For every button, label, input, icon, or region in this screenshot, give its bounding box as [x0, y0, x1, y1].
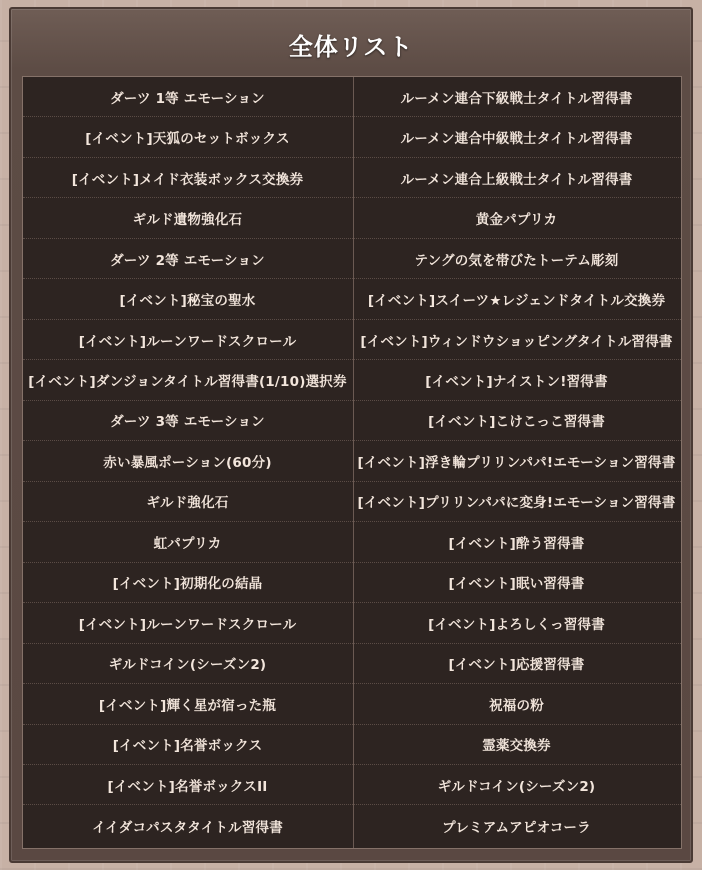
item-name-right: 祝福の粉 — [489, 697, 544, 714]
table-row — [23, 77, 681, 117]
table-row — [23, 401, 681, 441]
item-name-right: プレミアムアピオコーラ — [442, 819, 591, 836]
table-row — [23, 522, 681, 562]
item-name-right: [イベント]ナイストン!習得書 — [425, 374, 608, 391]
table-row — [23, 482, 681, 522]
item-name-left: [イベント]初期化の結晶 — [112, 576, 263, 593]
item-name-right: [イベント]ウィンドウショッピングタイトル習得書 — [360, 333, 673, 350]
item-name-left: [イベント]名誉ボックスII — [107, 778, 268, 795]
table-row — [23, 279, 681, 319]
item-name-right: ルーメン連合上級戦士タイトル習得書 — [400, 171, 633, 188]
item-name-right: [イベント]こけこっこ習得書 — [428, 414, 605, 431]
item-name-right: ルーメン連合下級戦士タイトル習得書 — [400, 90, 633, 107]
table-row — [23, 603, 681, 643]
item-name-left: [イベント]名誉ボックス — [112, 738, 263, 755]
table-row — [23, 644, 681, 684]
item-name-left: ダーツ 2等 エモーション — [110, 252, 265, 269]
panel-title: 全体リスト — [288, 33, 414, 61]
table-row — [23, 805, 681, 845]
item-name-right: [イベント]よろしくっ習得書 — [428, 616, 605, 633]
item-name-right: [イベント]スイーツ★レジェンドタイトル交換券 — [367, 293, 666, 310]
item-name-right: ギルドコイン(シーズン2) — [437, 778, 596, 795]
item-name-left: [イベント]ルーンワードスクロール — [78, 333, 297, 350]
table-row — [23, 725, 681, 765]
table-row — [23, 563, 681, 603]
table-row — [23, 320, 681, 360]
item-name-left: ギルド強化石 — [146, 495, 229, 512]
item-name-right: [イベント]プリリンパパに変身!エモーション習得書 — [357, 495, 676, 512]
item-name-left: ギルドコイン(シーズン2) — [108, 657, 267, 674]
item-name-left: [イベント]輝く星が宿った瓶 — [98, 697, 277, 714]
item-name-left: ダーツ 3等 エモーション — [110, 414, 265, 431]
item-name-right: [イベント]酔う習得書 — [448, 535, 585, 552]
item-name-left: [イベント]天狐のセットボックス — [85, 131, 290, 148]
item-name-right: [イベント]浮き輪プリリンパパ!エモーション習得書 — [357, 454, 676, 471]
item-name-right: テングの気を帯びたトーテム彫刻 — [414, 252, 619, 269]
item-name-left: [イベント]メイド衣装ボックス交換券 — [71, 171, 304, 188]
table-row — [23, 765, 681, 805]
item-name-left: ダーツ 1等 エモーション — [110, 90, 265, 107]
item-name-right: ルーメン連合中級戦士タイトル習得書 — [400, 131, 633, 148]
item-name-left: [イベント]秘宝の聖水 — [119, 293, 256, 310]
table-row — [23, 360, 681, 400]
table-row — [23, 198, 681, 238]
table-row — [23, 158, 681, 198]
table-row — [23, 441, 681, 481]
item-name-right: 霊薬交換券 — [482, 738, 551, 755]
table-row — [23, 239, 681, 279]
item-list-table — [22, 76, 682, 849]
item-name-right: [イベント]眠い習得書 — [448, 576, 585, 593]
item-name-left: [イベント]ルーンワードスクロール — [78, 616, 297, 633]
item-name-left: 虹パプリカ — [153, 535, 222, 552]
item-name-right: [イベント]応援習得書 — [448, 657, 585, 674]
item-name-left: [イベント]ダンジョンタイトル習得書(1/10)選択券 — [28, 374, 347, 391]
item-name-left: 赤い暴風ポーション(60分) — [103, 454, 272, 471]
item-name-left: イイダコパスタタイトル習得書 — [92, 819, 283, 836]
table-row — [23, 684, 681, 724]
item-list-panel — [9, 7, 693, 863]
item-name-right: 黄金パプリカ — [475, 212, 558, 229]
item-name-left: ギルド遺物強化石 — [132, 212, 243, 229]
table-row — [23, 117, 681, 157]
